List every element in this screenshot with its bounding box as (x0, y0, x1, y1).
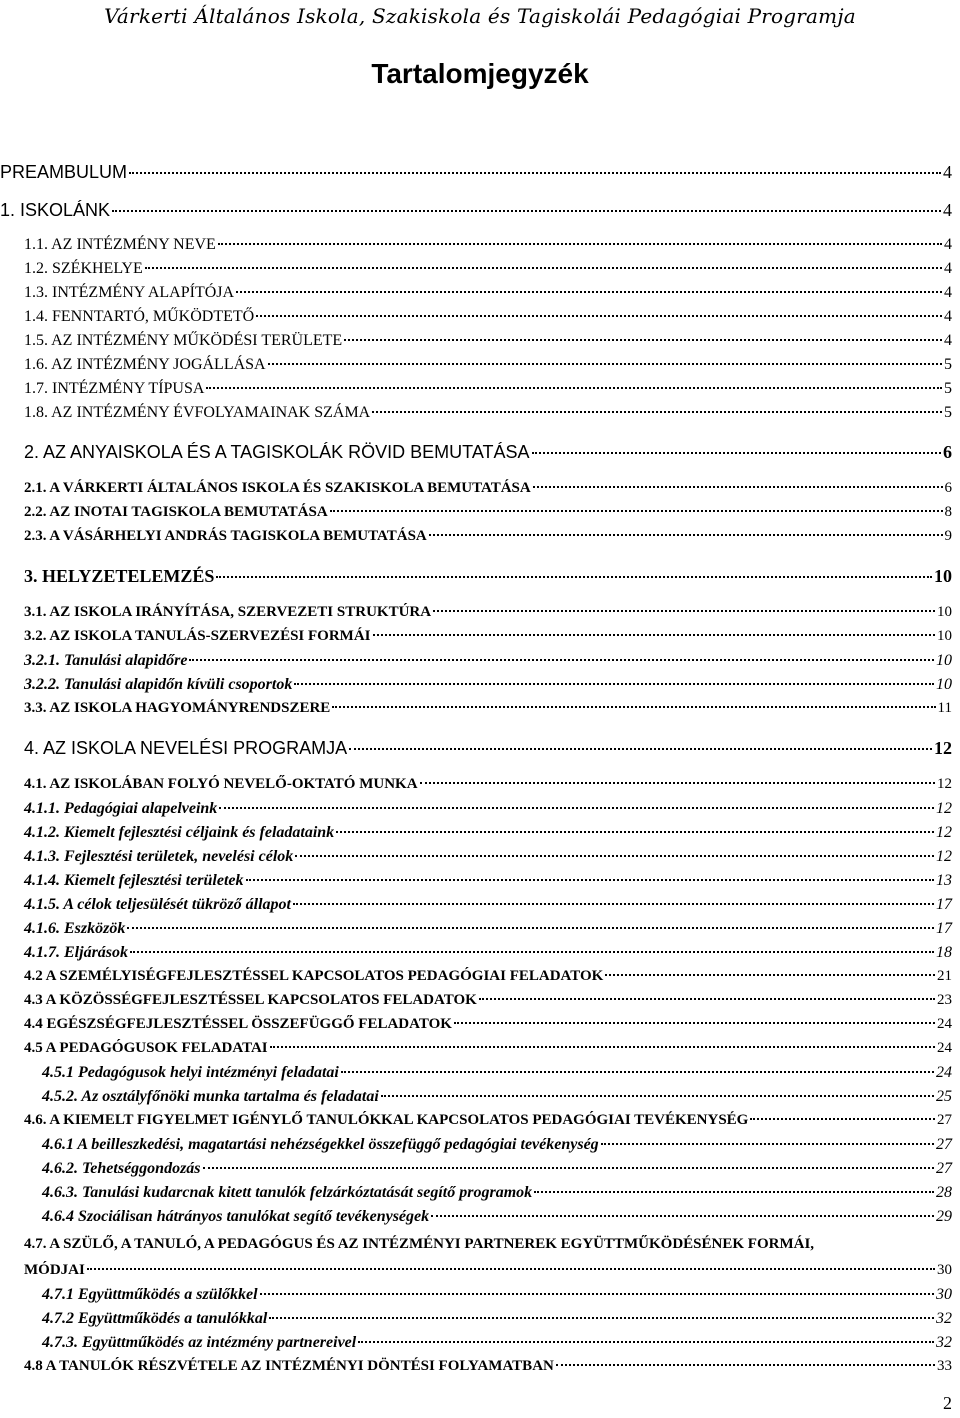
toc-entry[interactable]: 4.1.3. Fejlesztési területek, nevelési célok 12 (24, 848, 952, 865)
toc-entry[interactable]: 1.6. AZ INTÉZMÉNY JOGÁLLÁSA 5 (24, 356, 952, 373)
toc-entry[interactable]: 3.3. AZ ISKOLA HAGYOMÁNYRENDSZERE 11 (24, 700, 952, 716)
toc-entry[interactable]: 3.2.1. Tanulási alapidőre 10 (24, 652, 952, 669)
toc-entry[interactable]: 4.1.2. Kiemelt fejlesztési céljaink és feladataink 12 (24, 824, 952, 841)
toc-entry[interactable]: 2.2. AZ INOTAI TAGISKOLA BEMUTATÁSA 8 (24, 504, 952, 520)
toc-entry[interactable]: 1.3. INTÉZMÉNY ALAPÍTÓJA 4 (24, 284, 952, 301)
toc-entry[interactable]: 3.2. AZ ISKOLA TANULÁS-SZERVEZÉSI FORMÁI 10 (24, 628, 952, 644)
toc-entry[interactable]: 1.7. INTÉZMÉNY TÍPUSA 5 (24, 380, 952, 397)
toc-entry[interactable]: 1.8. AZ INTÉZMÉNY ÉVFOLYAMAINAK SZÁMA 5 (24, 404, 952, 421)
toc-entry[interactable]: 1.5. AZ INTÉZMÉNY MŰKÖDÉSI TERÜLETE 4 (24, 332, 952, 349)
toc-entry[interactable]: 1.1. AZ INTÉZMÉNY NEVE 4 (24, 236, 952, 253)
running-header: Várkerti Általános Iskola, Szakiskola és Tagiskolái Pedagógiai Programja (104, 4, 856, 28)
toc-entry[interactable]: 4.6.4 Szociálisan hátrányos tanulókat segítő tevékenységek 29 (42, 1208, 952, 1225)
toc-entry[interactable]: 4.1.1. Pedagógiai alapelveink 12 (24, 800, 952, 817)
toc-entry[interactable]: 4.1.4. Kiemelt fejlesztési területek 13 (24, 872, 952, 889)
toc-entry[interactable]: 4.1. AZ ISKOLÁBAN FOLYÓ NEVELŐ-OKTATÓ MUNKA 12 (24, 776, 952, 792)
toc-entry[interactable]: 4.7.1 Együttműködés a szülőkkel 30 (42, 1286, 952, 1303)
toc-entry[interactable]: 2. AZ ANYAISKOLA ÉS A TAGISKOLÁK RÖVID BEMUTATÁSA 6 (24, 442, 952, 462)
toc-entry[interactable]: 4.6.1 A beilleszkedési, magatartási nehézségekkel összefüggő pedagógiai tevékenység 27 (42, 1136, 952, 1153)
toc-entry[interactable]: 1.4. FENNTARTÓ, MŰKÖDTETŐ 4 (24, 308, 952, 325)
toc-entry[interactable]: 4.6. A KIEMELT FIGYELMET IGÉNYLŐ TANULÓKKAL KAPCSOLATOS PEDAGÓGIAI TEVÉKENYSÉG 27 (24, 1112, 952, 1128)
toc-entry[interactable]: 1. ISKOLÁNK 4 (0, 200, 952, 220)
toc-entry[interactable]: 3.2.2. Tanulási alapidőn kívüli csoportok 10 (24, 676, 952, 693)
toc-entry[interactable]: 3. HELYZETELEMZÉS 10 (24, 566, 952, 586)
page-title: Tartalomjegyzék (371, 58, 589, 89)
toc-entry[interactable]: 1.2. SZÉKHELYE 4 (24, 260, 952, 277)
toc-entry[interactable]: 2.1. A VÁRKERTI ÁLTALÁNOS ISKOLA ÉS SZAKISKOLA BEMUTATÁSA 6 (24, 480, 952, 496)
toc-entry[interactable]: MÓDJAI 30 (24, 1262, 952, 1278)
toc-entry[interactable]: 4.1.7. Eljárások 18 (24, 944, 952, 961)
toc-entry[interactable]: 4.6.3. Tanulási kudarcnak kitett tanulók felzárkóztatását segítő programok 28 (42, 1184, 952, 1201)
toc-entry[interactable]: 4.8 A TANULÓK RÉSZVÉTELE AZ INTÉZMÉNYI DÖNTÉSI FOLYAMATBAN 33 (24, 1358, 952, 1374)
toc-entry[interactable]: 2.3. A VÁSÁRHELYI ANDRÁS TAGISKOLA BEMUTATÁSA 9 (24, 528, 952, 544)
toc-entry[interactable]: 4.7.3. Együttműködés az intézmény partnereivel 32 (42, 1334, 952, 1351)
toc-entry[interactable]: PREAMBULUM 4 (0, 162, 952, 182)
toc-entry[interactable]: 4.4 EGÉSZSÉGFEJLESZTÉSSEL ÖSSZEFÜGGŐ FELADATOK 24 (24, 1016, 952, 1032)
toc-entry[interactable]: 3.1. AZ ISKOLA IRÁNYÍTÁSA, SZERVEZETI STRUKTÚRA 10 (24, 604, 952, 620)
toc-entry[interactable]: 4.7.2 Együttműködés a tanulókkal 32 (42, 1310, 952, 1327)
toc-entry[interactable]: 4.2 A SZEMÉLYISÉGFEJLESZTÉSSEL KAPCSOLATOS PEDAGÓGIAI FELADATOK 21 (24, 968, 952, 984)
toc-entry[interactable]: 4.7. A SZÜLŐ, A TANULÓ, A PEDAGÓGUS ÉS AZ INTÉZMÉNYI PARTNEREK EGYÜTTMŰKÖDÉSÉNEK FORMÁI, (24, 1236, 815, 1252)
toc-entry[interactable]: 4.1.5. A célok teljesülését tükröző állapot 17 (24, 896, 952, 913)
toc-entry[interactable]: 4. AZ ISKOLA NEVELÉSI PROGRAMJA 12 (24, 738, 952, 758)
toc-entry[interactable]: 4.6.2. Tehetséggondozás 27 (42, 1160, 952, 1177)
toc-entry[interactable]: 4.5.2. Az osztályfőnöki munka tartalma és feladatai 25 (42, 1088, 952, 1105)
toc-entry[interactable]: 4.3 A KÖZÖSSÉGFEJLESZTÉSSEL KAPCSOLATOS FELADATOK 23 (24, 992, 952, 1008)
toc-entry[interactable]: 4.5 A PEDAGÓGUSOK FELADATAI 24 (24, 1040, 952, 1056)
page-number: 2 (943, 1393, 952, 1413)
toc-entry[interactable]: 4.5.1 Pedagógusok helyi intézményi feladatai 24 (42, 1064, 952, 1081)
toc-entry[interactable]: 4.1.6. Eszközök 17 (24, 920, 952, 937)
